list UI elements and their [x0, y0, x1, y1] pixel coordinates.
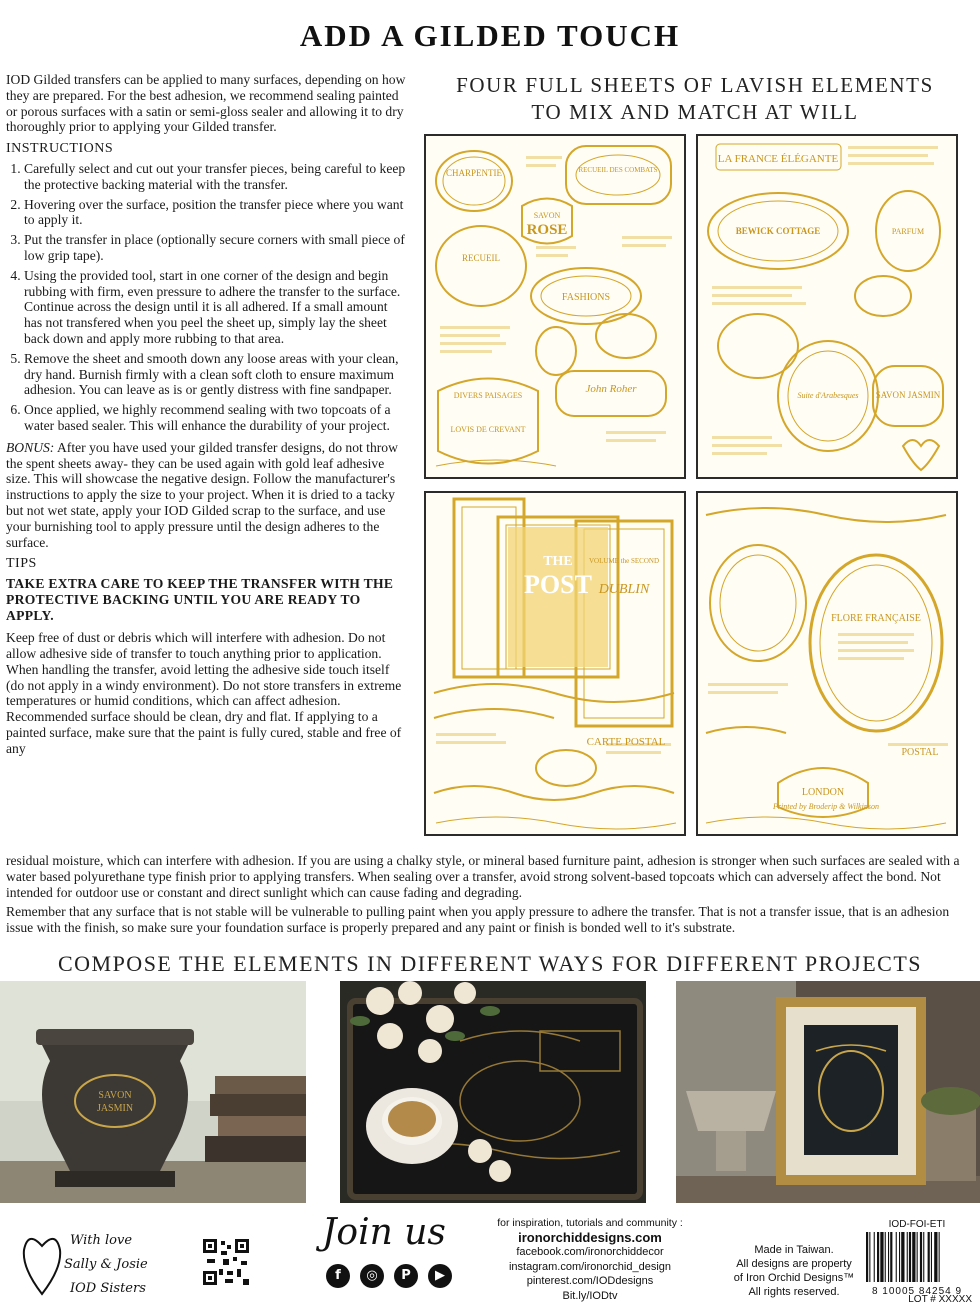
sheet1-label: CHARPENTIE: [446, 168, 502, 178]
instructions-list: [6, 161, 406, 434]
sheet1-label: John Roher: [585, 383, 637, 395]
heart-icon: [24, 1239, 60, 1294]
barcode-bar: [934, 1232, 937, 1282]
rights-line: All rights reserved.: [748, 1286, 840, 1298]
instructions-column: [6, 72, 406, 762]
pinterest-icon[interactable]: P: [394, 1264, 418, 1288]
pot-label-jasmin: JASMIN: [96, 1103, 134, 1114]
intro-paragraph: IOD Gilded transfers can be applied to many surfaces, depending on how they are prepared. For the best adhesion, we recommend sealing painted or porous surfaces with a satin or semi-gloss sealer and allowing it to dry thoroughly prior to applying your Gilded transfer.: [6, 72, 406, 135]
instruction-step: 4. Using the provided tool, start in one corner of the design and begin rubbing with firm, even pressure to adhere the transfer to the surface. Continue across the design until it is all adhered. If a small amount has not transfered when you peel the sheet up, simply lay the sheet back down and apply more rubbing to that area.: [24, 268, 406, 347]
barcode-bar: [928, 1232, 930, 1282]
barcode-bar: [899, 1232, 900, 1282]
barcode-bar: [874, 1232, 875, 1282]
sheet1-label: DIVERS PAISAGES: [453, 391, 523, 400]
instagram-link[interactable]: instagram.com/ironorchid_design: [508, 1260, 672, 1273]
sheet2-label: BEWICK COTTAGE: [735, 226, 821, 236]
bonus-text: After you have used your gilded transfer designs, do not throw the spent sheets away- they can be used again with gold leaf adhesive size. This will showcase the negative design. Follow the manufacturer's instructions to apply the size to your project. When it is dried to a tacky but not wet state, apply your IOD Gilded scrap to the surface, and use your burnishing tool to apply pressure until the design adheres to the surface.: [6, 439, 398, 550]
barcode-bar: [901, 1232, 904, 1282]
pot-label-savon: SAVON: [98, 1090, 132, 1101]
tips-caution: TAKE EXTRA CARE TO KEEP THE TRANSFER WITH THE PROTECTIVE BACKING UNTIL YOU ARE READY TO APPLY.: [6, 576, 394, 624]
sheet1-label: LOVIS DE CREVANT: [450, 425, 526, 434]
barcode-bar: [890, 1232, 892, 1282]
barcode-bar: [923, 1232, 924, 1282]
barcode-bar: [917, 1232, 918, 1282]
svg-text:IOD Sisters: IOD Sisters: [70, 1281, 146, 1296]
bonus-paragraph: [6, 440, 406, 551]
sheet1-label: SAVON: [533, 211, 561, 220]
rights-line: All designs are property: [736, 1258, 852, 1270]
sheet3-label: THE: [543, 554, 573, 569]
barcode-bar: [880, 1232, 883, 1282]
tips-paragraph: Keep free of dust or debris which will interfere with adhesion. Do not allow adhesive side of transfer to touch anything prior to application. When handling the transfer, avoid letting the adhesive side touch itself (do not apply in a windy environment). Do not store transfers in extreme temperatures or humid conditions, which can affect adhesion. Recommended surface should be clean, dry and flat. If applying to a painted surface, make sure that the paint is fully cured, stable and free of any: [6, 630, 402, 756]
signature: [20, 1218, 180, 1302]
youtube-icon[interactable]: ▶: [428, 1264, 452, 1288]
compose-heading: COMPOSE THE ELEMENTS IN DIFFERENT WAYS FOR DIFFERENT PROJECTS: [57, 951, 923, 976]
bonus-label: BONUS:: [6, 439, 55, 455]
sheet2-label: PARFUM: [891, 227, 925, 236]
sheet4-label: POSTAL: [901, 747, 939, 758]
instagram-icon[interactable]: ◎: [360, 1264, 384, 1288]
qr-code[interactable]: [203, 1239, 249, 1285]
sheet2-label: Suite d'Arabesques: [797, 391, 859, 400]
sheets-heading-line-1: FOUR FULL SHEETS OF LAVISH ELEMENTS: [456, 73, 934, 97]
barcode-bar: [931, 1232, 932, 1282]
photo-framed-art: [676, 981, 980, 1203]
instruction-step: 6. Once applied, we highly recommend sealing with two topcoats of a water based sealer. This will enhance the durability of your project.: [24, 402, 406, 434]
transfer-sheet-4: [696, 491, 958, 836]
barcode: [862, 1232, 972, 1286]
instruction-step: 1. Carefully select and cut out your transfer pieces, being careful to keep the protective backing material with the transfer.: [24, 161, 406, 193]
rights-line: of Iron Orchid Designs™: [733, 1272, 855, 1284]
youtube-link[interactable]: Bit.ly/IODtv: [562, 1289, 618, 1302]
sheet4-label: LONDON: [801, 787, 845, 798]
barcode-bar: [909, 1232, 911, 1282]
sheet4-label: Printed by Broderip & Wilkinson: [773, 802, 879, 811]
sheet1-label: FASHIONS: [561, 292, 611, 303]
community-links: [470, 1216, 710, 1304]
sku-code: IOD-FOI-ETI: [888, 1219, 946, 1230]
instructions-heading: INSTRUCTIONS: [6, 141, 114, 157]
page-title: ADD A GILDED TOUCH: [299, 18, 681, 53]
barcode-bar: [920, 1232, 922, 1282]
transfer-sheet-3: [424, 491, 686, 836]
sheet1-label: ROSE: [526, 222, 568, 238]
instruction-step: 2. Hovering over the surface, position the transfer piece where you want to apply it.: [24, 197, 406, 229]
photo-pot-on-books: [0, 981, 306, 1203]
sheet1-label: RECUEIL: [462, 253, 500, 263]
barcode-bar: [866, 1232, 868, 1282]
barcode-bar: [877, 1232, 879, 1282]
barcode-bar: [907, 1232, 908, 1282]
sheet4-label: FLORE FRANÇAISE: [831, 613, 921, 624]
sheet1-label: RECUEIL DES COMBATS: [578, 166, 658, 174]
barcode-bar: [896, 1232, 897, 1282]
tips-continued: [6, 853, 974, 940]
svg-text:With love: With love: [70, 1233, 133, 1248]
legal-info: [730, 1243, 858, 1299]
photo-tray-with-tea: [340, 981, 646, 1203]
transfer-sheet-1: [424, 134, 686, 479]
tips-paragraph-continued: residual moisture, which can interfere with adhesion. If you are using a chalky style, or mineral based furniture paint, adhesion is stronger when such surfaces are sealed with a water based polyurethane type finish prior to applying transfers. When sealing over a transfer, avoid strong solvent-based topcoats which can adversely affect the bond. Not intended for outdoor use or constant and direct sunlight which can cause fading and degrading.: [6, 853, 960, 900]
instruction-step: 3. Put the transfer in place (optionally secure corners with small piece of low grip tape).: [24, 232, 406, 264]
community-lead: for inspiration, tutorials and community :: [497, 1217, 683, 1229]
sheet3-label: CARTE POSTAL: [586, 736, 666, 748]
sheet3-label: DUBLIN: [598, 582, 650, 597]
social-icons: [326, 1264, 458, 1293]
barcode-bar: [888, 1232, 889, 1282]
join-us-text: Join us: [322, 1212, 446, 1253]
barcode-number: 8 10005 84254 9: [871, 1286, 963, 1297]
tips-heading: TIPS: [6, 556, 37, 572]
barcode-bar: [939, 1232, 940, 1282]
lot-number: LOT # XXXXX: [908, 1294, 972, 1305]
instruction-step: 5. Remove the sheet and smooth down any loose areas with your clean, dry hand. Burnish firmly with a clean soft cloth to ensure maximum adhesion. You can leave as is or gently distress with fine sandpaper.: [24, 351, 406, 398]
facebook-link[interactable]: facebook.com/ironorchiddecor: [516, 1246, 664, 1259]
transfer-sheet-2: [696, 134, 958, 479]
sheet2-label: SAVON JASMIN: [875, 390, 941, 400]
sheet3-label: VOLUME the SECOND: [589, 557, 659, 565]
sheet2-label: LA FRANCE ÉLÉGANTE: [717, 153, 839, 165]
pinterest-link[interactable]: pinterest.com/IODdesigns: [526, 1275, 654, 1288]
barcode-bar: [912, 1232, 915, 1282]
barcode-bar: [869, 1232, 870, 1282]
made-in: Made in Taiwan.: [754, 1244, 834, 1256]
sheets-heading-line-2: TO MIX AND MATCH AT WILL: [531, 100, 859, 124]
barcode-bar: [885, 1232, 886, 1282]
svg-text:Sally & Josie: Sally & Josie: [64, 1257, 148, 1272]
tips-closing-paragraph: Remember that any surface that is not stable will be vulnerable to pulling paint when you apply pressure to adhere the transfer. That is not a transfer issue, that is an adhesion issue with the finish, so make sure your foundation surface is properly prepared and any paint or finish is bonded well to it's substrate.: [6, 904, 950, 936]
website-link[interactable]: ironorchiddesigns.com: [518, 1229, 662, 1245]
sheet3-label: POST: [524, 570, 592, 599]
sheets-heading: [430, 72, 960, 126]
facebook-icon[interactable]: f: [326, 1264, 350, 1288]
